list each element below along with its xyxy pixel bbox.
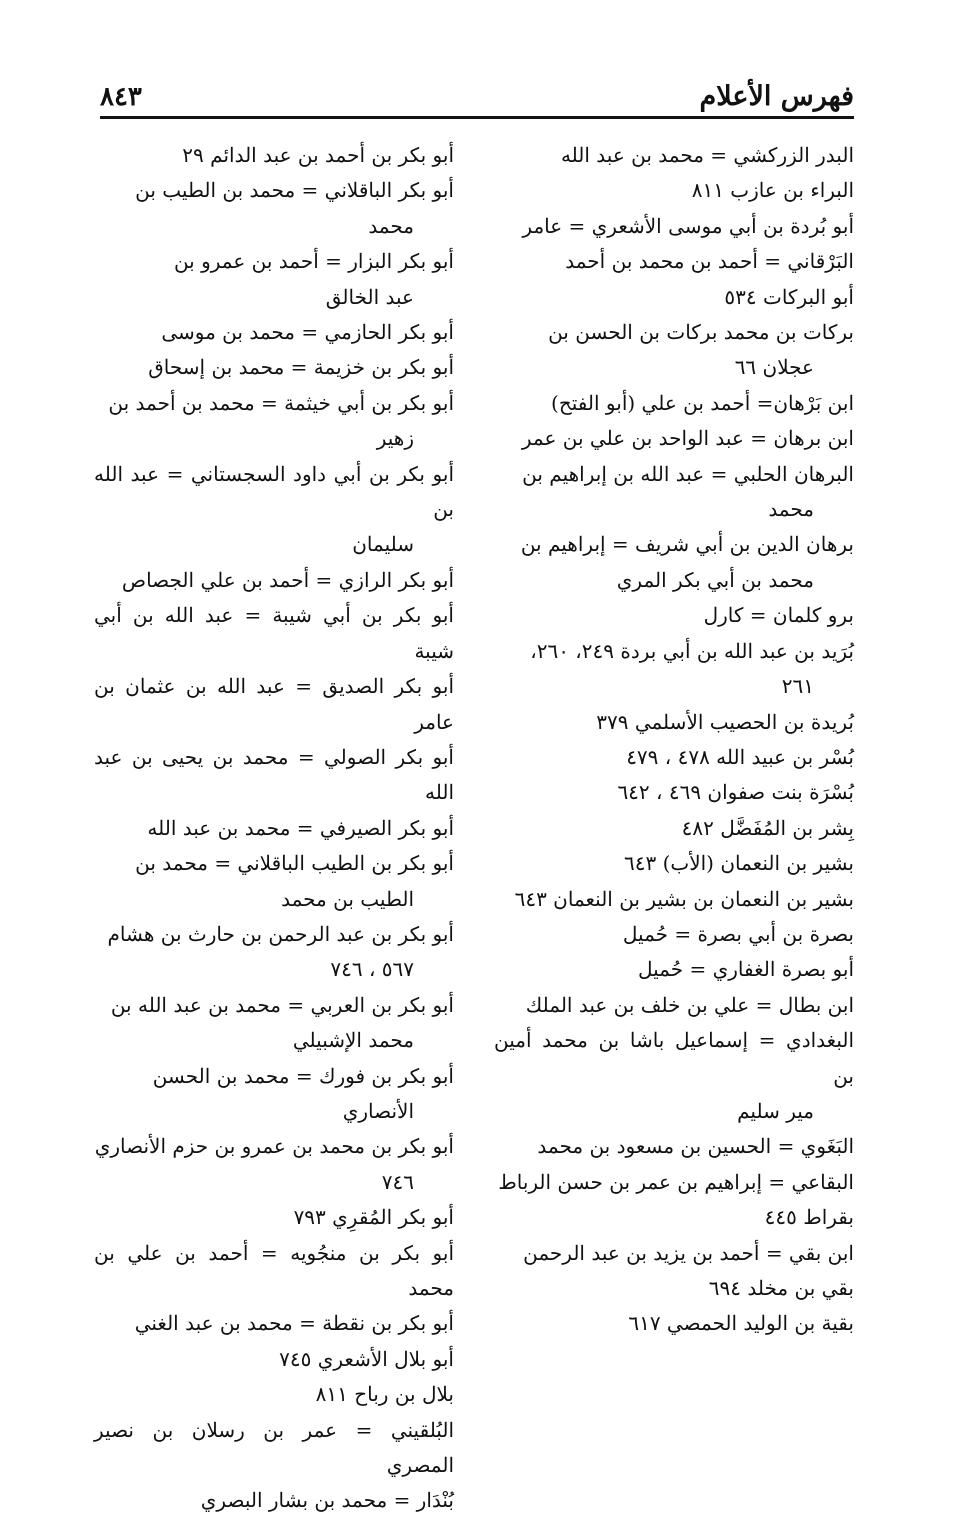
- index-entry: [494, 1200, 854, 1235]
- index-entry-text: أبو بلال الأشعري ٧٤٥: [279, 1346, 454, 1371]
- index-entry: [94, 669, 454, 740]
- index-entry-text: بلال بن رباح ٨١١: [315, 1382, 454, 1407]
- index-entry: [494, 386, 854, 421]
- index-entry-text: أبو بكر البزار = أحمد بن عمرو بن: [173, 249, 454, 274]
- index-entry: [94, 1236, 454, 1307]
- index-entry-text: ابن برهان = عبد الواحد بن علي بن عمر: [521, 426, 854, 451]
- page-number: ٨٤٣: [100, 82, 142, 112]
- index-entry-text: أبو بكر الباقلاني = محمد بن الطيب بن: [135, 178, 454, 203]
- header-rule: [100, 116, 854, 119]
- index-entry: [494, 315, 854, 386]
- index-entry: [94, 1306, 454, 1341]
- index-entry: [94, 350, 454, 385]
- index-entry: [494, 1023, 854, 1129]
- index-entry-text: بُرَيد بن عبد الله بن أبي بردة ٢٤٩، ٢٦٠،: [530, 638, 854, 663]
- index-entry: [494, 740, 854, 775]
- index-entry: [94, 386, 454, 457]
- index-entry-text: ابن بطال = علي بن خلف بن عبد الملك: [525, 992, 854, 1017]
- index-entry-text: ابن بَرْهان= أحمد بن علي (أبو الفتح): [551, 390, 854, 415]
- index-entry-text: أبو بكر بن محمد بن عمرو بن حزم الأنصاري: [94, 1134, 454, 1159]
- index-entry-continuation: ٥٦٧ ، ٧٤٦: [330, 957, 414, 982]
- index-entry-continuation: محمد الإشبيلي: [292, 1028, 414, 1053]
- index-entry: [494, 775, 854, 810]
- index-entry-text: أبو بكر بن أبي شيبة = عبد الله بن أبي شيبة: [94, 603, 454, 663]
- index-entry-text: بُسْر بن عبيد الله ٤٧٨ ، ٤٧٩: [626, 744, 854, 769]
- index-entry-continuation: مير سليم: [737, 1098, 814, 1123]
- index-entry: [94, 1483, 454, 1518]
- index-entry-text: بِشر بن المُفَضَّل ٤٨٢: [681, 815, 854, 840]
- index-entry-continuation: الطيب بن محمد: [281, 886, 414, 911]
- index-entry-continuation: عبد الخالق: [325, 284, 414, 309]
- index-column-right: [494, 138, 854, 1342]
- index-entry-text: أبو بكر بن نقطة = محمد بن عبد الغني: [134, 1311, 454, 1336]
- index-entry-text: البدر الزركشي = محمد بن عبد الله: [560, 143, 854, 167]
- index-entry-text: بُسْرَة بنت صفوان ٤٦٩ ، ٦٤٢: [617, 780, 854, 805]
- index-entry: [494, 1236, 854, 1271]
- index-entry: [494, 244, 854, 279]
- index-entry-text: البَرْقاني = أحمد بن محمد بن أحمد: [565, 249, 854, 274]
- index-entry-text: أبو بُردة بن أبي موسى الأشعري = عامر: [522, 213, 854, 238]
- index-entry: [494, 846, 854, 881]
- index-entry-text: أبو بكر المُقرِي ٧٩٣: [293, 1205, 454, 1230]
- index-entry: [94, 846, 454, 917]
- index-entry-text: أبو بكر بن الطيب الباقلاني = محمد بن: [135, 851, 454, 876]
- index-entry-text: بركات بن محمد بركات بن الحسن بن: [548, 320, 854, 345]
- page-header: [100, 68, 854, 112]
- index-entry-continuation: ٢٦١: [781, 674, 814, 699]
- index-entry-text: بُريدة بن الحصيب الأسلمي ٣٧٩: [596, 709, 854, 734]
- index-entry: [494, 1165, 854, 1200]
- index-entry-text: أبو بصرة الغفاري = حُميل: [638, 957, 854, 982]
- index-entry: [94, 457, 454, 563]
- index-entry: [494, 634, 854, 705]
- index-entry-text: البراء بن عازب ٨١١: [691, 178, 854, 203]
- index-entry-continuation: زهير: [376, 426, 414, 451]
- index-entry: [494, 280, 854, 315]
- index-entry-text: البغدادي = إسماعيل باشا بن محمد أمين بن: [494, 1028, 854, 1088]
- index-entry-text: البَغَوي = الحسين بن مسعود بن محمد: [537, 1134, 854, 1159]
- index-entry-continuation: محمد بن أبي بكر المري: [616, 567, 814, 592]
- index-entry-text: برو كلمان = كارل: [703, 603, 854, 628]
- index-entry-text: بشير بن النعمان (الأب) ٦٤٣: [623, 851, 854, 876]
- index-entry: [94, 740, 454, 811]
- index-entry-text: بشير بن النعمان بن بشير بن النعمان ٦٤٣: [514, 886, 854, 911]
- index-entry: [494, 421, 854, 456]
- index-entry: [494, 988, 854, 1023]
- index-entry-continuation: محمد: [768, 497, 814, 522]
- index-entry-continuation: محمد: [368, 213, 414, 238]
- index-entry: [494, 917, 854, 952]
- index-entry: [494, 952, 854, 987]
- index-entry: [94, 1059, 454, 1130]
- index-entry-text: البقاعي = إبراهيم بن عمر بن حسن الرباط: [498, 1169, 854, 1194]
- index-entry: [494, 457, 854, 528]
- index-entry-text: أبو بكر الحازمي = محمد بن موسى: [161, 320, 454, 345]
- index-entry-text: أبو بكر الصولي = محمد بن يحيى بن عبد الله: [94, 744, 454, 805]
- index-entry-text: أبو بكر بن فورك = محمد بن الحسن: [152, 1063, 454, 1088]
- index-entry-text: بقراط ٤٤٥: [764, 1205, 854, 1230]
- index-entry: [494, 138, 854, 173]
- index-entry-text: أبو بكر الصيرفي = محمد بن عبد الله: [147, 815, 454, 840]
- running-title: فهرس الأعلام: [699, 81, 854, 112]
- index-entry: [494, 1129, 854, 1164]
- index-entry-text: أبو بكر بن منجُويه = أحمد بن علي بن محمد: [94, 1240, 454, 1300]
- index-entry: [94, 244, 454, 315]
- index-entry: [494, 1271, 854, 1306]
- index-entry: [94, 1377, 454, 1412]
- index-entry-text: ابن بقي = أحمد بن يزيد بن عبد الرحمن: [523, 1240, 854, 1265]
- index-entry: [494, 705, 854, 740]
- index-column-left: [94, 138, 454, 1519]
- index-entry-continuation: ٧٤٦: [381, 1169, 414, 1194]
- index-entry-text: بصرة بن أبي بصرة = حُميل: [622, 921, 854, 946]
- index-entry-text: بُنْدَار = محمد بن بشار البصري: [200, 1488, 454, 1513]
- index-entry: [94, 563, 454, 598]
- index-entry: [94, 917, 454, 988]
- index-entry-text: أبو البركات ٥٣٤: [724, 284, 854, 309]
- index-entry: [94, 988, 454, 1059]
- index-entry: [94, 1200, 454, 1235]
- index-entry-text: أبو بكر الصديق = عبد الله بن عثمان بن عامر: [94, 674, 454, 734]
- index-entry: [494, 598, 854, 633]
- index-entry-text: أبو بكر بن خزيمة = محمد بن إسحاق: [148, 355, 454, 380]
- index-entry: [494, 173, 854, 208]
- index-entry: [94, 315, 454, 350]
- index-entry: [94, 1129, 454, 1200]
- index-entry: [494, 527, 854, 598]
- index-entry: [94, 173, 454, 244]
- index-entry: [494, 209, 854, 244]
- index-entry: [494, 811, 854, 846]
- index-entry-text: البرهان الحلبي = عبد الله بن إبراهيم بن: [522, 461, 854, 486]
- index-entry: [94, 138, 454, 173]
- index-entry-text: أبو بكر الرازي = أحمد بن علي الجصاص: [121, 567, 454, 592]
- index-entry-text: بقي بن مخلد ٦٩٤: [708, 1276, 854, 1300]
- index-entry: [94, 811, 454, 846]
- index-entry: [94, 1413, 454, 1484]
- index-entry-text: البُلقيني = عمر بن رسلان بن نصير المصري: [94, 1417, 454, 1478]
- index-entry-text: أبو بكر بن العربي = محمد بن عبد الله بن: [110, 992, 454, 1017]
- index-entry: [94, 598, 454, 669]
- index-entry-continuation: سليمان: [352, 532, 414, 557]
- index-entry: [94, 1342, 454, 1377]
- index-entry-continuation: عجلان ٦٦: [734, 355, 814, 380]
- index-entry-text: أبو بكر بن أبي داود السجستاني = عبد الله بن: [94, 461, 454, 522]
- index-entry-text: أبو بكر بن أحمد بن عبد الدائم ٢٩: [182, 143, 454, 167]
- index-entry: [494, 882, 854, 917]
- index-entry-continuation: الأنصاري: [342, 1098, 414, 1123]
- index-entry-text: أبو بكر بن عبد الرحمن بن حارث بن هشام: [107, 921, 454, 946]
- index-entry-text: بقية بن الوليد الحمصي ٦١٧: [628, 1311, 854, 1336]
- index-entry: [494, 1306, 854, 1341]
- index-entry-text: برهان الدين بن أبي شريف = إبراهيم بن: [520, 532, 854, 557]
- index-entry-text: أبو بكر بن أبي خيثمة = محمد بن أحمد بن: [108, 390, 454, 415]
